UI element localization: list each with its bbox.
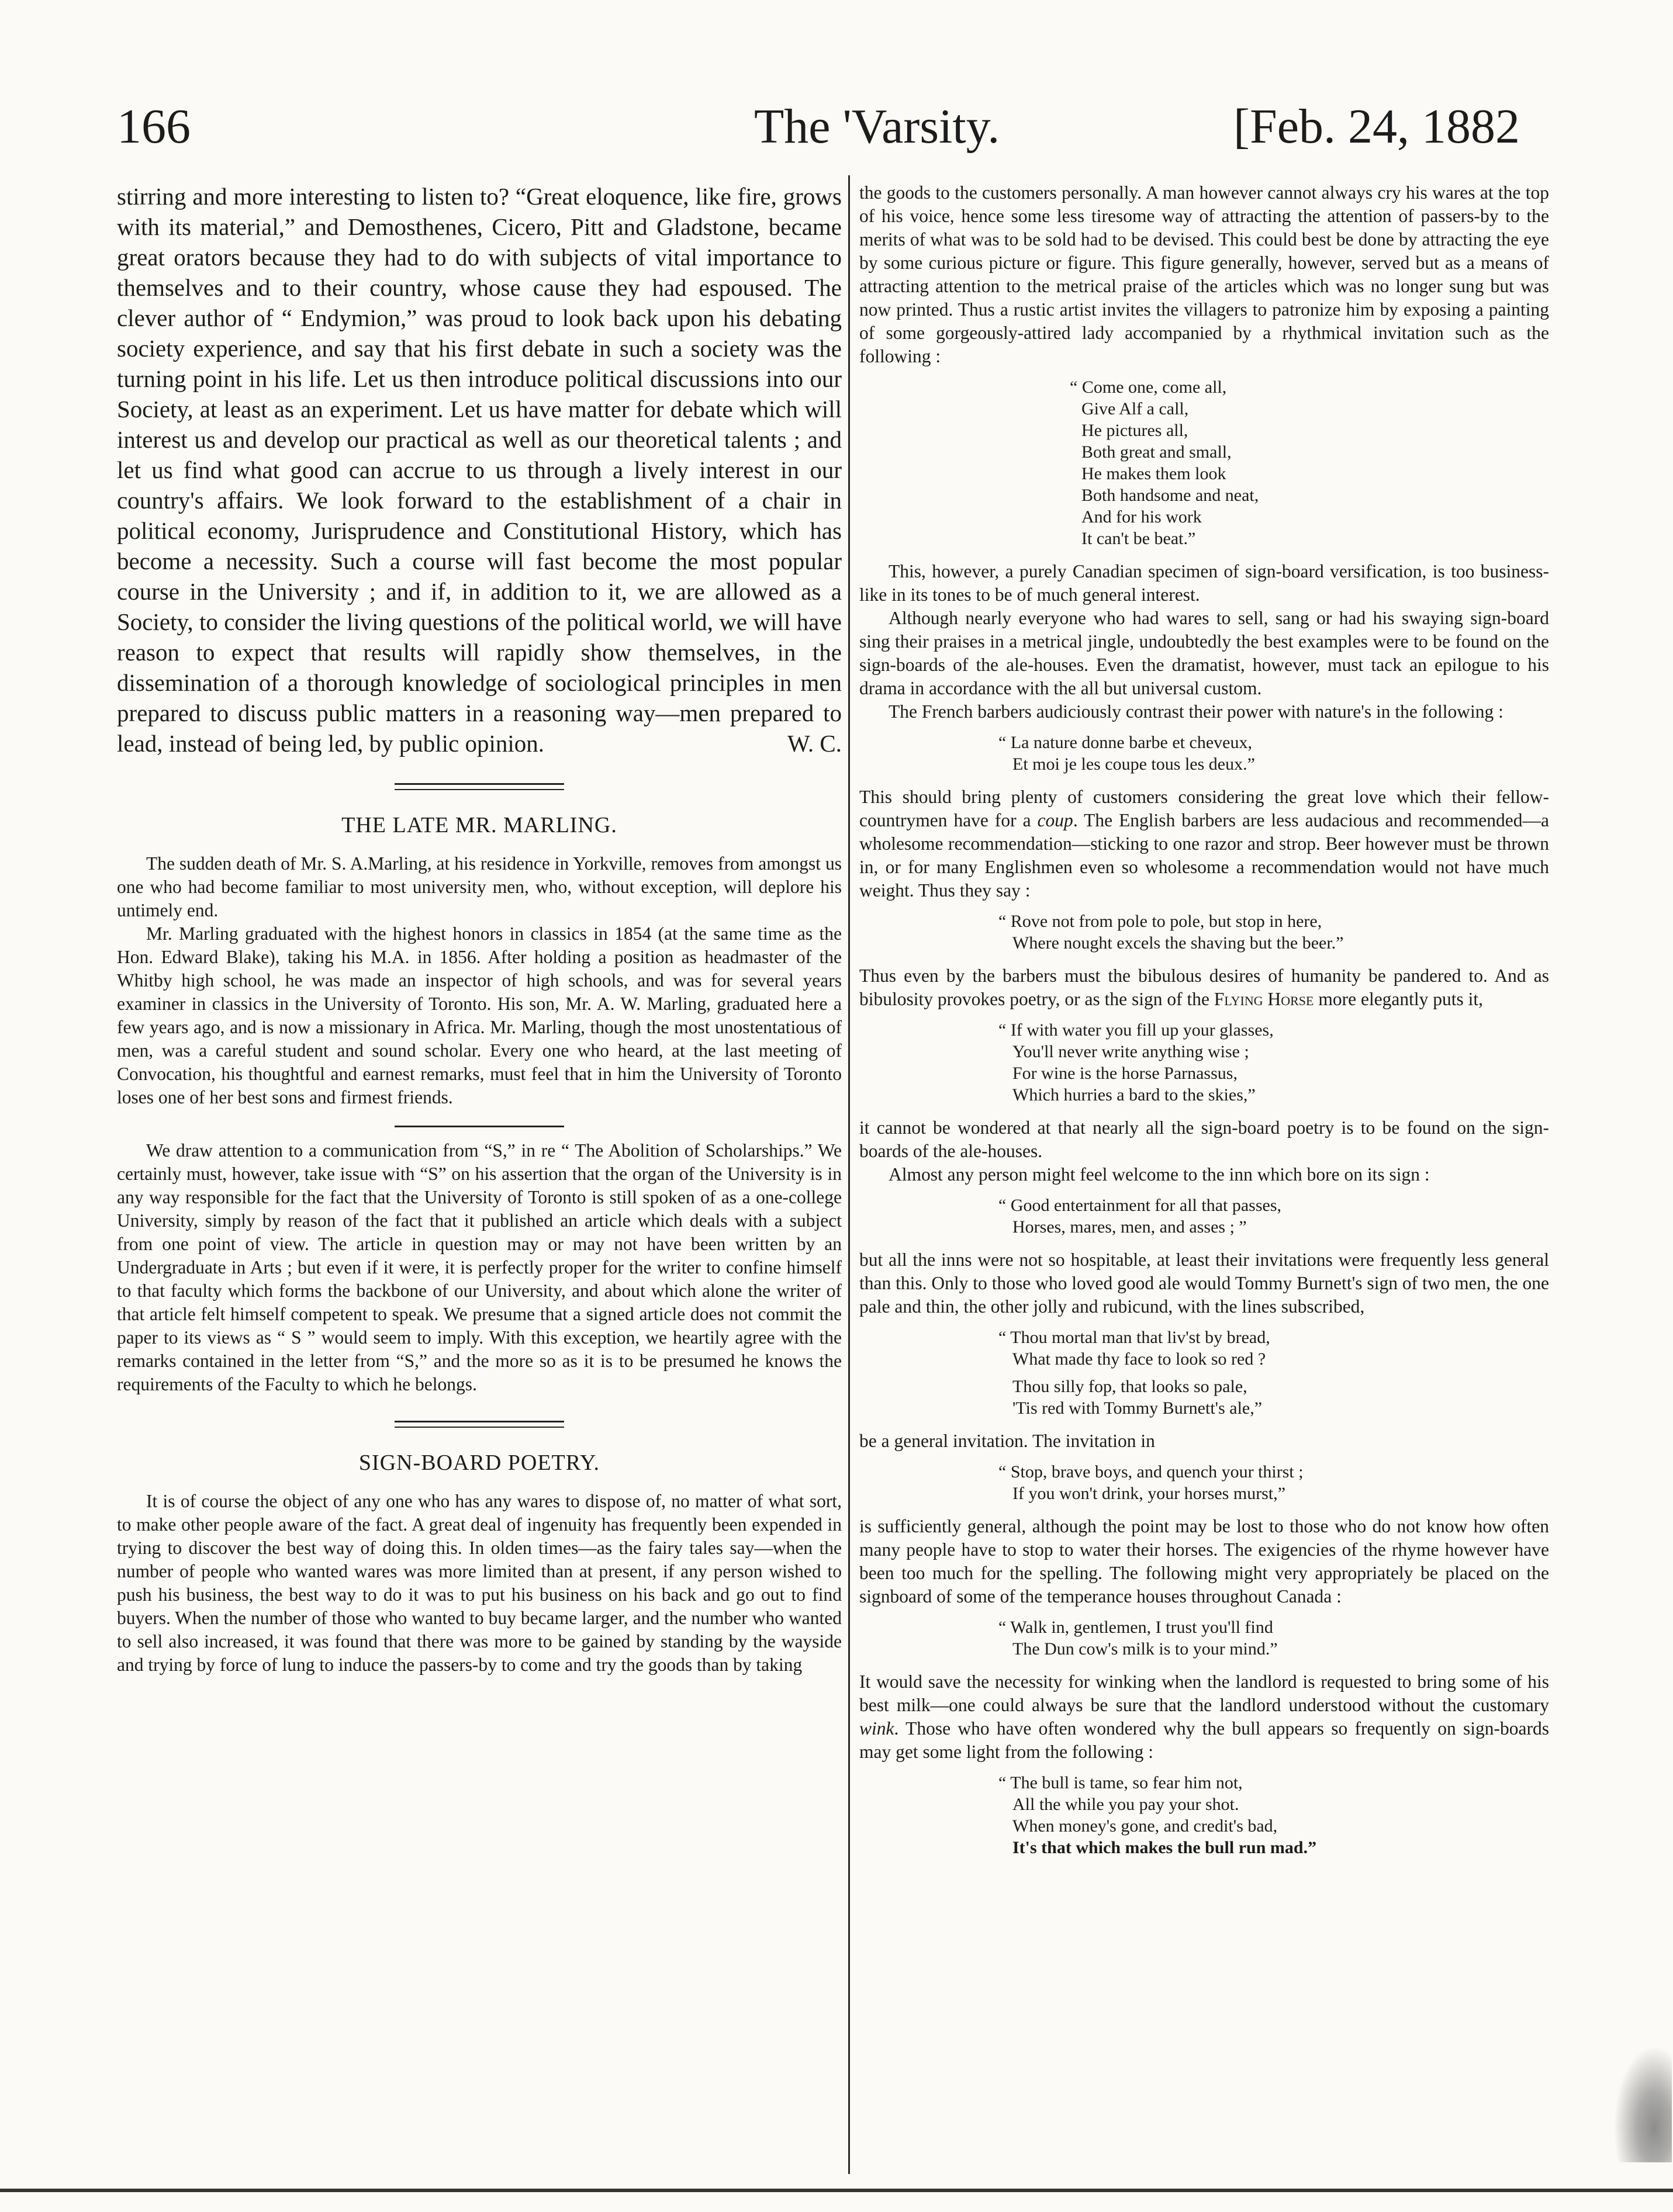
verse-line: If you won't drink, your horses murst,”	[1012, 1484, 1286, 1503]
verse-flying-horse	[859, 1019, 1549, 1106]
right-paragraph-3: Although nearly everyone who had wares to sell, sang or had his swaying sign-board sing their praises in a metrical jingle, undoubtedly the best examples were to be found on the sign-boards of the ale-houses. Even the dramatist, however, must tack an epilogue to his drama in accordance with the all but universal custom.	[859, 608, 1549, 698]
article-signature: W. C.	[787, 730, 842, 757]
verse-tommy-burnett	[859, 1327, 1549, 1419]
verse-line: All the while you pay your shot.	[1012, 1795, 1239, 1814]
right-paragraph-2: This, however, a purely Canadian specimen of sign-board versification, is too business-like in its tones to be of much general interest.	[859, 561, 1549, 605]
verse-line: Both great and small,	[1081, 442, 1232, 462]
issue-date: [Feb. 24, 1882	[1233, 99, 1520, 154]
verse-line: “ The bull is tame, so fear him not,	[998, 1773, 1243, 1792]
verse-line: “ Stop, brave boys, and quench your thirst ;	[998, 1462, 1304, 1481]
communication-paragraph: We draw attention to a communication from “S,” in re “ The Abolition of Scholarships.” We certainly must, however, take issue with “S” on his assertion that the organ of the University is in any way responsible for the fact that the University of Toronto is still spoken of as a one-college University, simply by reason of the fact that it published an article which deals with a subject from one point of view. The article in question may or may not have been written by an Undergraduate in Arts ; but even if it were, it is perfectly proper for the writer to confine himself to that faculty which forms the backbone of our University, and about which alone the writer of that article felt himself competent to speak. We presume that a signed article does not commit the paper to its views as “ S ” would seem to imply. With this exception, we heartily agree with the remarks contained in the letter from “S,” and the more so as it is to be presumed he knows the requirements of the Faculty to which he belongs.	[117, 1140, 842, 1394]
verse-line: When money's gone, and credit's bad,	[1012, 1816, 1278, 1836]
verse-line: What made thy face to look so red ?	[1012, 1349, 1266, 1369]
verse-line: You'll never write anything wise ;	[1012, 1042, 1249, 1061]
verse-line: Et moi je les coupe tous les deux.”	[1012, 754, 1255, 774]
signboard-paragraph-1: It is of course the object of any one who has any wares to dispose of, no matter of what sort, to make other people aware of the fact. A great deal of ingenuity has frequently been expended in trying to discover the best way of doing this. In olden times—as the fairy tales say—when the number of people who wanted wares was more limited than at present, if any person wished to push his business, the best way to do it was to put his business on his back and go out to find buyers. When the number of those who wanted to buy became larger, and the number who wanted to sell also increased, it was found that there was more to be gained by standing by the wayside and trying by force of lung to induce the passers-by to come and try the goods than by taking	[117, 1491, 842, 1675]
marling-paragraph-2: Mr. Marling graduated with the highest honors in classics in 1854 (at the same time as the Hon. Edward Blake), taking his M.A. in 1856. After holding a position as headmaster of the Whitby high school, he was made an inspector of high schools, and was for several years examiner in classics in the University of Toronto. His son, Mr. A. W. Marling, graduated here a few years ago, and is now a missionary in Africa. Mr. Marling, though the most unostentatious of men, was a careful student and sound scholar. Every one who heard, at the last meeting of Convocation, his thoughtful and earnest remarks, must feel that in him the University of Toronto loses one of her best sons and firmest friends.	[117, 923, 842, 1107]
right-paragraph-11: is sufficiently general, although the point may be lost to those who do not know how often many people have to stop to water their horses. The exigencies of the rhyme however have been too much for the spelling. The following might very appropriately be placed on the signboard of some of the temperance houses throughout Canada :	[859, 1516, 1549, 1607]
verse-line: “ La nature donne barbe et cheveux,	[998, 733, 1252, 752]
debate-article-text: stirring and more interesting to listen to? “Great eloquence, like fire, grows with its material,” and Demosthenes, Cicero, Pitt and Gladstone, became great orators because they had to do with subjects of vital importance to themselves and to their country, whose cause they had espoused. The clever author of “ Endymion,” was proud to look back upon his debating society experience, and say that his first debate in such a society was the turning point in his life. Let us then introduce political discussions into our Society, at least as an experiment. Let us have matter for debate which will interest us and develop our practical as well as our theoretical talents ; and let us find what good can accrue to us through a lively interest in our country's affairs. We look forward to the establishment of a chair in political economy, Jurisprudence and Constitutional History, which has become a necessity. Such a course will fast become the most popular course in the University ; and if, in addition to it, we are allowed as a Society, to consider the living questions of the political world, we will have reason to expect that results will rapidly show themselves, in the dissemination of a thorough knowledge of sociological principles in men prepared to discuss public matters in a reasoning way—men prepared to lead, instead of being led, by public opinion. W. C.	[117, 181, 842, 759]
verse-line: Give Alf a call,	[1081, 399, 1189, 418]
verse-line: And for his work	[1081, 507, 1202, 527]
section-rule	[395, 1421, 564, 1428]
right-paragraph-6: Thus even by the barbers must the bibulous desires of humanity be pandered to. And as bibulosity provokes poetry, or as the sign of the Flying Horse more elegantly puts it,	[859, 965, 1549, 1009]
verse-line: Both handsome and neat,	[1081, 486, 1259, 505]
right-paragraph-8: Almost any person might feel welcome to the inn which bore on its sign :	[889, 1164, 1430, 1185]
verse-line: He pictures all,	[1081, 421, 1188, 440]
verse-english-barbers	[859, 911, 1549, 954]
signboard-heading: SIGN-BOARD POETRY.	[358, 1451, 600, 1475]
verse-line: For wine is the horse Parnassus,	[1012, 1064, 1238, 1083]
verse-line: “ Come one, come all,	[1070, 378, 1227, 397]
verse-line: Where nought excels the shaving but the beer.”	[1012, 933, 1344, 953]
verse-line: 'Tis red with Tommy Burnett's ale,”	[1012, 1398, 1263, 1418]
right-paragraph-5: This should bring plenty of customers considering the great love which their fellow-countrymen have for a coup. The English barbers are less audacious and recommended—a wholesome recommendation—sticking to one razor and strop. Beer however must be thrown in, or for many Englishmen even so wholesome a recommendation would not have much weight. Thus they say :	[859, 787, 1549, 901]
right-paragraph-7: it cannot be wondered at that nearly all the sign-board poetry is to be found on the sign-boards of the ale-houses.	[859, 1117, 1549, 1161]
right-paragraph-9: but all the inns were not so hospitable, at least their invitations were frequently less general than this. Only to those who loved good ale would Tommy Burnett's sign of two men, the one pale and thin, the other jolly and rubicund, with the lines subscribed,	[859, 1249, 1549, 1317]
verse-brave-boys	[859, 1461, 1549, 1504]
verse-line: The Dun cow's milk is to your mind.”	[1012, 1639, 1278, 1659]
column-divider	[848, 175, 850, 2174]
verse-line: “ Walk in, gentlemen, I trust you'll find	[998, 1618, 1273, 1637]
right-paragraph-4: The French barbers audiciously contrast their power with nature's in the following :	[889, 701, 1503, 722]
marling-paragraph-1: The sudden death of Mr. S. A.Marling, at his residence in Yorkville, removes from amongst us one who had become familiar to most university men, who, without exception, will deplore his untimely end.	[117, 853, 842, 920]
section-rule	[395, 783, 564, 790]
verse-line: “ Rove not from pole to pole, but stop in here,	[998, 912, 1322, 931]
page-number: 166	[117, 99, 191, 154]
verse-good-entertainment	[859, 1195, 1549, 1238]
right-paragraph-12: It would save the necessity for winking when the landlord is requested to bring some of his best milk—one could always be sure that the landlord understood without the customary wink. Those who have often wondered why the bull appears so frequently on sign-boards may get some light from the following :	[859, 1671, 1549, 1762]
verse-bull	[859, 1772, 1549, 1858]
verse-line: “ Good entertainment for all that passes,	[998, 1196, 1282, 1215]
marling-heading: THE LATE MR. MARLING.	[341, 813, 617, 837]
page-edge-shadow	[0, 2189, 1673, 2192]
left-column	[117, 181, 842, 1677]
verse-line: Horses, mares, men, and asses ; ”	[1012, 1217, 1247, 1237]
signboard-continued-paragraph: the goods to the customers personally. A man however cannot always cry his wares at the top of his voice, hence some less tiresome way of attracting the attention of passers-by to the merits of what was to be sold had to be devised. This could best be done by attracting the eye by some curious picture or figure. This figure generally, however, served but as a means of attracting attention to the metrical praise of the articles which was no longer sung but was now printed. Thus a rustic artist invites the villagers to patronize him by exposing a painting of some gorgeously-attired lady accompanied by a rhythmical invitation such as the following :	[859, 182, 1549, 366]
right-paragraph-10: be a general invitation. The invitation in	[859, 1431, 1155, 1451]
section-rule	[395, 1126, 564, 1127]
verse-line: Which hurries a bard to the skies,”	[1012, 1085, 1256, 1105]
verse-line: Thou silly fop, that looks so pale,	[1012, 1377, 1247, 1396]
publication-title: The 'Varsity.	[754, 99, 1000, 154]
verse-french-barbers	[859, 732, 1549, 775]
verse-line: “ Thou mortal man that liv'st by bread,	[998, 1328, 1270, 1347]
right-column	[859, 181, 1549, 1869]
verse-line: It's that which makes the bull run mad.”	[1012, 1838, 1317, 1857]
verse-line: He makes them look	[1081, 464, 1226, 483]
verse-line: “ If with water you fill up your glasses,	[998, 1020, 1274, 1040]
verse-dun-cow	[859, 1616, 1549, 1660]
verse-line: It can't be beat.”	[1081, 529, 1196, 548]
page-header	[117, 98, 1520, 162]
verse-alf	[859, 376, 1549, 549]
ink-blot	[1613, 2045, 1672, 2162]
